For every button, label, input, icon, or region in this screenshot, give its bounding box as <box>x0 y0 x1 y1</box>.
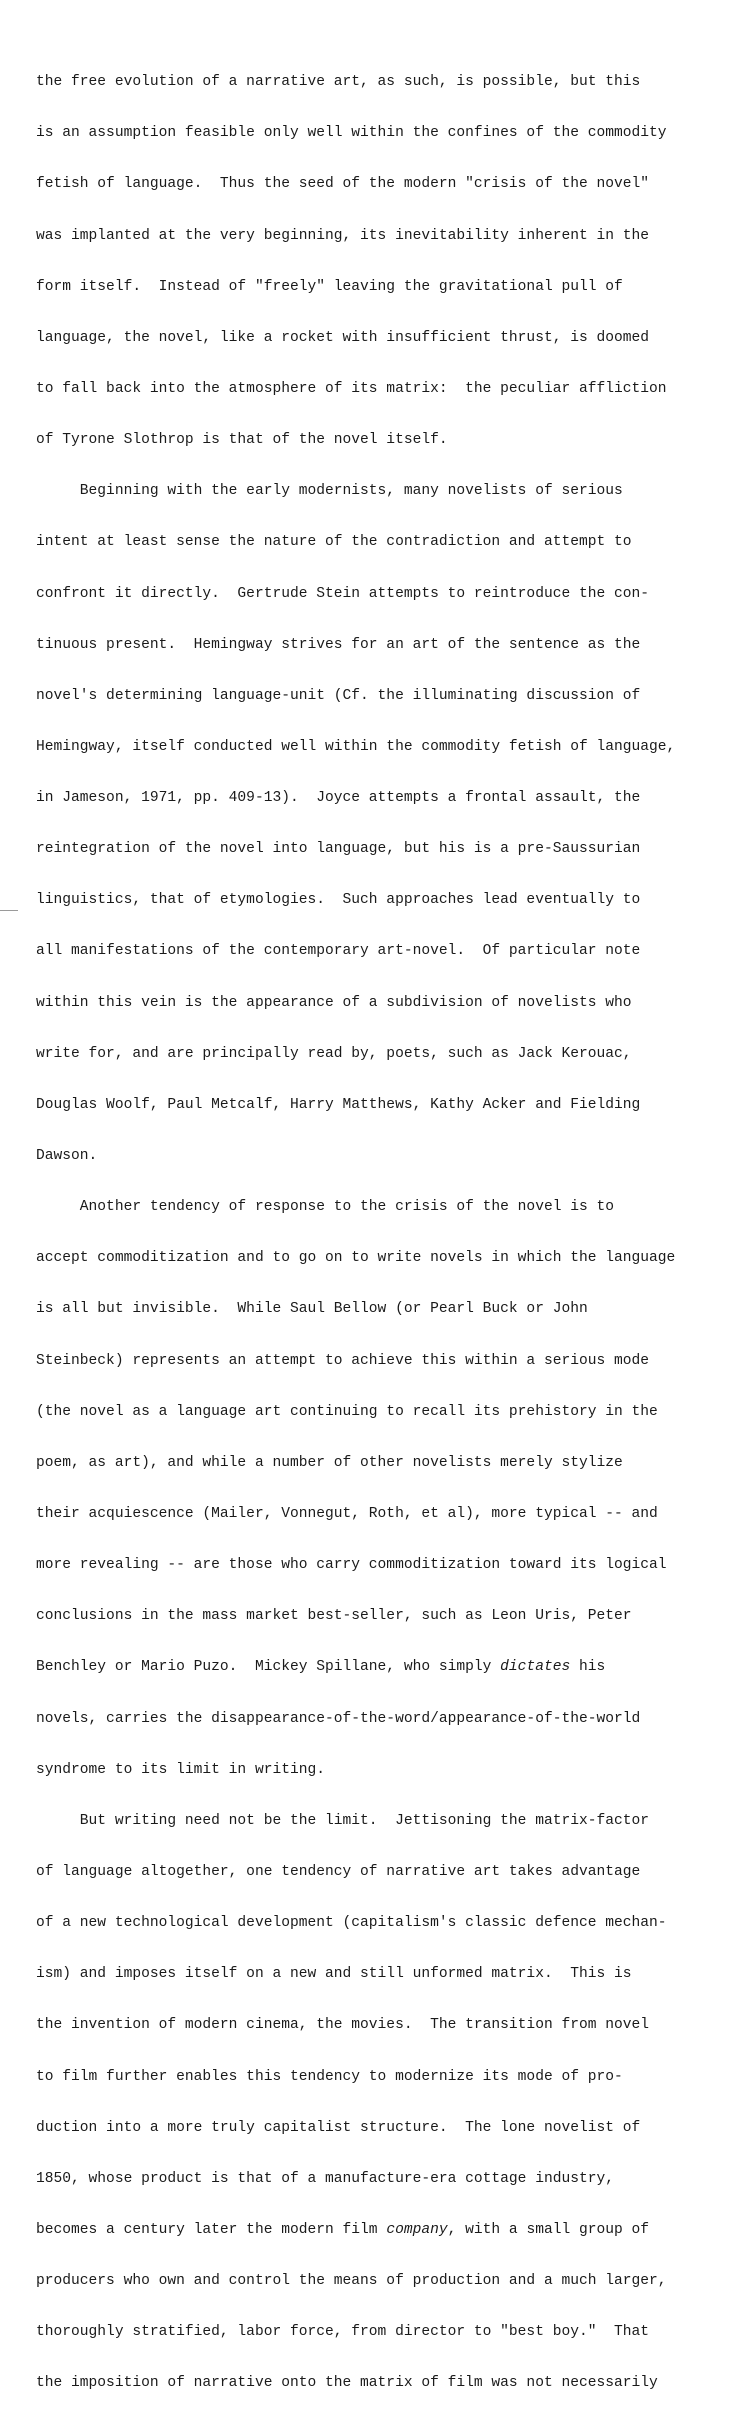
text-line-end: his <box>570 1659 606 1676</box>
text-line: thoroughly stratified, labor force, from director to "best boy." That <box>36 2324 650 2341</box>
text-line: fetish of language. Thus the seed of the modern "crisis of the novel" <box>36 176 650 193</box>
text-line: Beginning with the early modernists, many novelists of serious <box>36 483 623 500</box>
text-line: Another tendency of response to the crisis of the novel is to <box>36 1199 615 1216</box>
text-line: of Tyrone Slothrop is that of the novel itself. <box>36 432 448 449</box>
italic-word: dictates <box>500 1659 571 1676</box>
text-line: write for, and are principally read by, poets, such as Jack Kerouac, <box>36 1045 632 1062</box>
text-line: intent at least sense the nature of the contradiction and attempt to <box>36 534 632 551</box>
text-line-start: Benchley or Mario Puzo. Mickey Spillane, who simply <box>36 1659 501 1676</box>
text-line: within this vein is the appearance of a subdivision of novelists who <box>36 994 632 1011</box>
text-line: novel's determining language-unit (Cf. the illuminating discussion of <box>36 687 641 704</box>
text-line: linguistics, that of etymologies. Such approaches lead eventually to <box>36 892 641 909</box>
text-line: in Jameson, 1971, pp. 409-13). Joyce attempts a frontal assault, the <box>36 790 641 807</box>
text-line: Steinbeck) represents an attempt to achieve this within a serious mode <box>36 1352 650 1369</box>
body-text <box>36 40 736 2427</box>
text-line: language, the novel, like a rocket with insufficient thrust, is doomed <box>36 329 650 346</box>
text-line: all manifestations of the contemporary art-novel. Of particular note <box>36 943 641 960</box>
text-line: their acquiescence (Mailer, Vonnegut, Roth, et al), more typical -- and <box>36 1506 658 1523</box>
text-line: Hemingway, itself conducted well within the commodity fetish of language, <box>36 738 676 755</box>
text-line: novels, carries the disappearance-of-the-word/appearance-of-the-world <box>36 1710 641 1727</box>
text-line: conclusions in the mass market best-seller, such as Leon Uris, Peter <box>36 1608 632 1625</box>
text-line: to fall back into the atmosphere of its matrix: the peculiar affliction <box>36 380 667 397</box>
text-line <box>36 1659 736 1676</box>
text-line: is an assumption feasible only well within the confines of the commodity <box>36 125 667 142</box>
text-line: more revealing -- are those who carry commoditization toward its logical <box>36 1557 667 1574</box>
italic-word: company <box>386 2222 448 2238</box>
text-line: reintegration of the novel into language, but his is a pre-Saussurian <box>36 841 641 858</box>
text-line: But writing need not be the limit. Jettisoning the matrix-factor <box>36 1812 650 1829</box>
text-line-start: becomes a century later the modern film <box>36 2222 387 2238</box>
text-line: Dawson. <box>36 1148 98 1165</box>
text-line: form itself. Instead of "freely" leaving the gravitational pull of <box>36 278 623 295</box>
text-line: Douglas Woolf, Paul Metcalf, Harry Matthews, Kathy Acker and Fielding <box>36 1096 641 1113</box>
text-line: accept commoditization and to go on to write novels in which the language <box>36 1250 676 1267</box>
text-line: was implanted at the very beginning, its inevitability inherent in the <box>36 227 650 244</box>
text-line: (the novel as a language art continuing to recall its prehistory in the <box>36 1403 658 1420</box>
text-line: 1850, whose product is that of a manufacture-era cottage industry, <box>36 2170 615 2187</box>
text-line: is all but invisible. While Saul Bellow (or Pearl Buck or John <box>36 1301 588 1318</box>
text-line: ism) and imposes itself on a new and still unformed matrix. This is <box>36 1966 632 1983</box>
text-line: to film further enables this tendency to modernize its mode of pro- <box>36 2068 623 2085</box>
text-line: of a new technological development (capitalism's classic defence mechan- <box>36 1915 667 1932</box>
text-line: the imposition of narrative onto the matrix of film was not necessarily <box>36 2375 658 2392</box>
text-line: of language altogether, one tendency of narrative art takes advantage <box>36 1864 641 1881</box>
scan-edge-mark <box>0 910 18 911</box>
text-line: poem, as art), and while a number of other novelists merely stylize <box>36 1454 623 1471</box>
text-line: the invention of modern cinema, the movies. The transition from novel <box>36 2017 650 2034</box>
text-line: confront it directly. Gertrude Stein attempts to reintroduce the con- <box>36 585 650 602</box>
text-line: syndrome to its limit in writing. <box>36 1761 326 1778</box>
text-line-end: , with a small group of <box>447 2222 650 2238</box>
text-line: tinuous present. Hemingway strives for an art of the sentence as the <box>36 636 641 653</box>
text-line: producers who own and control the means of production and a much larger, <box>36 2273 667 2290</box>
text-line: the free evolution of a narrative art, as such, is possible, but this <box>36 74 641 91</box>
text-line <box>36 2222 736 2239</box>
text-line: duction into a more truly capitalist structure. The lone novelist of <box>36 2119 641 2136</box>
